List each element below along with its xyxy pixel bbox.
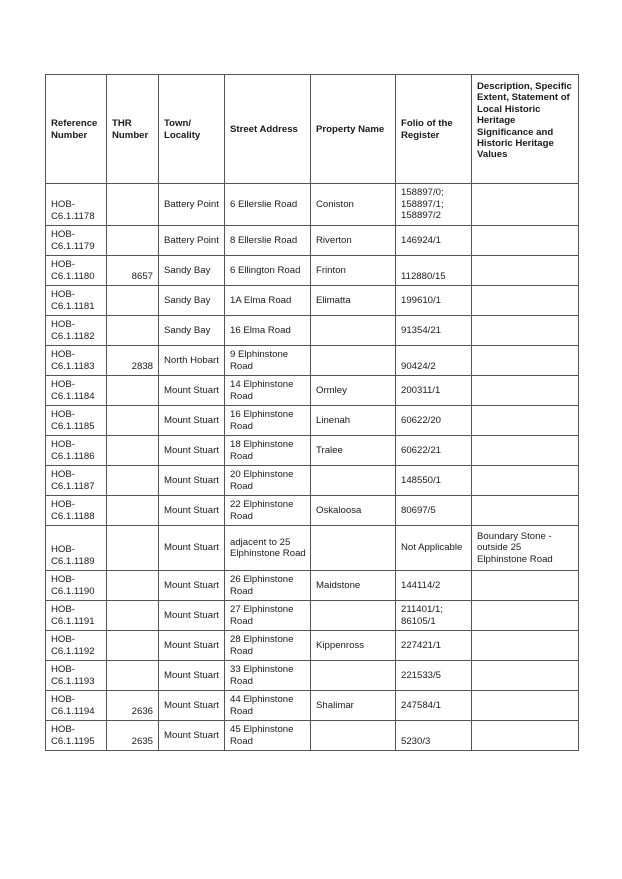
cell-town-locality: Mount Stuart bbox=[159, 571, 225, 601]
cell-thr-number bbox=[107, 406, 159, 436]
cell-folio: 60622/21 bbox=[396, 436, 472, 466]
cell-town-locality: Mount Stuart bbox=[159, 436, 225, 466]
cell-property-name: Ormley bbox=[311, 376, 396, 406]
cell-town-locality: Sandy Bay bbox=[159, 316, 225, 346]
cell-street-address: 6 Ellerslie Road bbox=[225, 184, 311, 226]
cell-description bbox=[472, 661, 579, 691]
cell-town-locality: Battery Point bbox=[159, 184, 225, 226]
cell-reference-number: HOB-C6.1.1193 bbox=[46, 661, 107, 691]
cell-property-name bbox=[311, 526, 396, 571]
cell-property-name: Linenah bbox=[311, 406, 396, 436]
cell-thr-number bbox=[107, 436, 159, 466]
cell-thr-number: 8657 bbox=[107, 256, 159, 286]
cell-thr-number bbox=[107, 571, 159, 601]
cell-folio: 200311/1 bbox=[396, 376, 472, 406]
cell-street-address: 16 Elma Road bbox=[225, 316, 311, 346]
table-header bbox=[46, 75, 579, 184]
cell-thr-number: 2838 bbox=[107, 346, 159, 376]
header-description: Description, Specific Extent, Statement of Local Historic Heritage Significance and Historic Heritage Values bbox=[472, 75, 579, 184]
table-row bbox=[46, 661, 579, 691]
cell-street-address: 14 Elphinstone Road bbox=[225, 376, 311, 406]
cell-street-address: 45 Elphinstone Road bbox=[225, 721, 311, 751]
cell-reference-number: HOB-C6.1.1179 bbox=[46, 226, 107, 256]
cell-town-locality: Sandy Bay bbox=[159, 286, 225, 316]
cell-town-locality: Mount Stuart bbox=[159, 466, 225, 496]
cell-town-locality: Mount Stuart bbox=[159, 661, 225, 691]
cell-property-name: Shalimar bbox=[311, 691, 396, 721]
cell-thr-number bbox=[107, 601, 159, 631]
cell-property-name bbox=[311, 346, 396, 376]
cell-property-name: Maidstone bbox=[311, 571, 396, 601]
cell-folio: 90424/2 bbox=[396, 346, 472, 376]
header-town-locality: Town/ Locality bbox=[159, 75, 225, 184]
heritage-register-table bbox=[45, 74, 579, 751]
cell-description bbox=[472, 256, 579, 286]
cell-description bbox=[472, 721, 579, 751]
header-reference-number: Reference Number bbox=[46, 75, 107, 184]
cell-property-name: Coniston bbox=[311, 184, 396, 226]
cell-folio: 247584/1 bbox=[396, 691, 472, 721]
cell-property-name: Tralee bbox=[311, 436, 396, 466]
cell-street-address: adjacent to 25 Elphinstone Road bbox=[225, 526, 311, 571]
cell-street-address: 9 Elphinstone Road bbox=[225, 346, 311, 376]
cell-thr-number bbox=[107, 526, 159, 571]
cell-folio: 144114/2 bbox=[396, 571, 472, 601]
cell-thr-number bbox=[107, 184, 159, 226]
cell-property-name bbox=[311, 316, 396, 346]
cell-folio: 227421/1 bbox=[396, 631, 472, 661]
cell-street-address: 22 Elphinstone Road bbox=[225, 496, 311, 526]
cell-town-locality: Sandy Bay bbox=[159, 256, 225, 286]
cell-street-address: 6 Ellington Road bbox=[225, 256, 311, 286]
cell-thr-number: 2635 bbox=[107, 721, 159, 751]
cell-street-address: 28 Elphinstone Road bbox=[225, 631, 311, 661]
cell-street-address: 27 Elphinstone Road bbox=[225, 601, 311, 631]
cell-folio: 158897/0; 158897/1; 158897/2 bbox=[396, 184, 472, 226]
cell-thr-number bbox=[107, 376, 159, 406]
cell-thr-number bbox=[107, 466, 159, 496]
cell-thr-number: 2636 bbox=[107, 691, 159, 721]
header-property-name: Property Name bbox=[311, 75, 396, 184]
cell-folio: 148550/1 bbox=[396, 466, 472, 496]
cell-reference-number: HOB-C6.1.1178 bbox=[46, 184, 107, 226]
cell-reference-number: HOB-C6.1.1186 bbox=[46, 436, 107, 466]
cell-property-name: Oskaloosa bbox=[311, 496, 396, 526]
cell-reference-number: HOB-C6.1.1195 bbox=[46, 721, 107, 751]
cell-folio: 199610/1 bbox=[396, 286, 472, 316]
cell-description bbox=[472, 496, 579, 526]
cell-thr-number bbox=[107, 316, 159, 346]
cell-thr-number bbox=[107, 286, 159, 316]
cell-description bbox=[472, 286, 579, 316]
table-row bbox=[46, 526, 579, 571]
cell-reference-number: HOB-C6.1.1191 bbox=[46, 601, 107, 631]
cell-town-locality: Mount Stuart bbox=[159, 376, 225, 406]
table-row bbox=[46, 376, 579, 406]
cell-folio: 112880/15 bbox=[396, 256, 472, 286]
table-row bbox=[46, 466, 579, 496]
table-row bbox=[46, 346, 579, 376]
cell-description bbox=[472, 316, 579, 346]
header-row bbox=[46, 75, 579, 184]
cell-folio: 91354/21 bbox=[396, 316, 472, 346]
header-street-address: Street Address bbox=[225, 75, 311, 184]
cell-thr-number bbox=[107, 631, 159, 661]
cell-folio: 146924/1 bbox=[396, 226, 472, 256]
cell-street-address: 16 Elphinstone Road bbox=[225, 406, 311, 436]
cell-description: Boundary Stone - outside 25 Elphinstone Road bbox=[472, 526, 579, 571]
table-row bbox=[46, 316, 579, 346]
cell-reference-number: HOB-C6.1.1188 bbox=[46, 496, 107, 526]
cell-property-name: Elimatta bbox=[311, 286, 396, 316]
cell-reference-number: HOB-C6.1.1182 bbox=[46, 316, 107, 346]
cell-street-address: 33 Elphinstone Road bbox=[225, 661, 311, 691]
cell-thr-number bbox=[107, 661, 159, 691]
table-row bbox=[46, 691, 579, 721]
cell-description bbox=[472, 226, 579, 256]
cell-town-locality: Mount Stuart bbox=[159, 496, 225, 526]
table-row bbox=[46, 721, 579, 751]
cell-town-locality: Mount Stuart bbox=[159, 691, 225, 721]
cell-reference-number: HOB-C6.1.1189 bbox=[46, 526, 107, 571]
cell-folio: 60622/20 bbox=[396, 406, 472, 436]
cell-description bbox=[472, 406, 579, 436]
cell-property-name bbox=[311, 466, 396, 496]
cell-description bbox=[472, 571, 579, 601]
cell-reference-number: HOB-C6.1.1194 bbox=[46, 691, 107, 721]
cell-description bbox=[472, 466, 579, 496]
table-row bbox=[46, 496, 579, 526]
cell-reference-number: HOB-C6.1.1192 bbox=[46, 631, 107, 661]
cell-property-name bbox=[311, 601, 396, 631]
cell-street-address: 8 Ellerslie Road bbox=[225, 226, 311, 256]
cell-town-locality: Battery Point bbox=[159, 226, 225, 256]
cell-street-address: 44 Elphinstone Road bbox=[225, 691, 311, 721]
table-row bbox=[46, 571, 579, 601]
cell-description bbox=[472, 631, 579, 661]
header-thr-number: THR Number bbox=[107, 75, 159, 184]
cell-thr-number bbox=[107, 226, 159, 256]
cell-folio: Not Applicable bbox=[396, 526, 472, 571]
cell-street-address: 18 Elphinstone Road bbox=[225, 436, 311, 466]
cell-street-address: 20 Elphinstone Road bbox=[225, 466, 311, 496]
table-row bbox=[46, 256, 579, 286]
cell-town-locality: North Hobart bbox=[159, 346, 225, 376]
cell-town-locality: Mount Stuart bbox=[159, 406, 225, 436]
cell-folio: 221533/5 bbox=[396, 661, 472, 691]
cell-street-address: 26 Elphinstone Road bbox=[225, 571, 311, 601]
cell-reference-number: HOB-C6.1.1180 bbox=[46, 256, 107, 286]
cell-town-locality: Mount Stuart bbox=[159, 526, 225, 571]
cell-reference-number: HOB-C6.1.1184 bbox=[46, 376, 107, 406]
cell-reference-number: HOB-C6.1.1185 bbox=[46, 406, 107, 436]
cell-reference-number: HOB-C6.1.1183 bbox=[46, 346, 107, 376]
table-row bbox=[46, 406, 579, 436]
cell-property-name: Riverton bbox=[311, 226, 396, 256]
cell-reference-number: HOB-C6.1.1190 bbox=[46, 571, 107, 601]
cell-thr-number bbox=[107, 496, 159, 526]
cell-description bbox=[472, 691, 579, 721]
cell-folio: 80697/5 bbox=[396, 496, 472, 526]
table-row bbox=[46, 184, 579, 226]
cell-folio: 211401/1; 86105/1 bbox=[396, 601, 472, 631]
table-row bbox=[46, 436, 579, 466]
cell-property-name bbox=[311, 661, 396, 691]
cell-folio: 5230/3 bbox=[396, 721, 472, 751]
cell-description bbox=[472, 184, 579, 226]
table-body bbox=[46, 184, 579, 751]
table-row bbox=[46, 631, 579, 661]
cell-description bbox=[472, 376, 579, 406]
cell-description bbox=[472, 436, 579, 466]
cell-reference-number: HOB-C6.1.1181 bbox=[46, 286, 107, 316]
cell-description bbox=[472, 601, 579, 631]
cell-town-locality: Mount Stuart bbox=[159, 601, 225, 631]
cell-description bbox=[472, 346, 579, 376]
cell-property-name bbox=[311, 721, 396, 751]
table-row bbox=[46, 601, 579, 631]
table-row bbox=[46, 226, 579, 256]
cell-town-locality: Mount Stuart bbox=[159, 721, 225, 751]
cell-property-name: Frinton bbox=[311, 256, 396, 286]
header-folio: Folio of the Register bbox=[396, 75, 472, 184]
table-row bbox=[46, 286, 579, 316]
cell-town-locality: Mount Stuart bbox=[159, 631, 225, 661]
cell-property-name: Kippenross bbox=[311, 631, 396, 661]
cell-reference-number: HOB-C6.1.1187 bbox=[46, 466, 107, 496]
cell-street-address: 1A Elma Road bbox=[225, 286, 311, 316]
